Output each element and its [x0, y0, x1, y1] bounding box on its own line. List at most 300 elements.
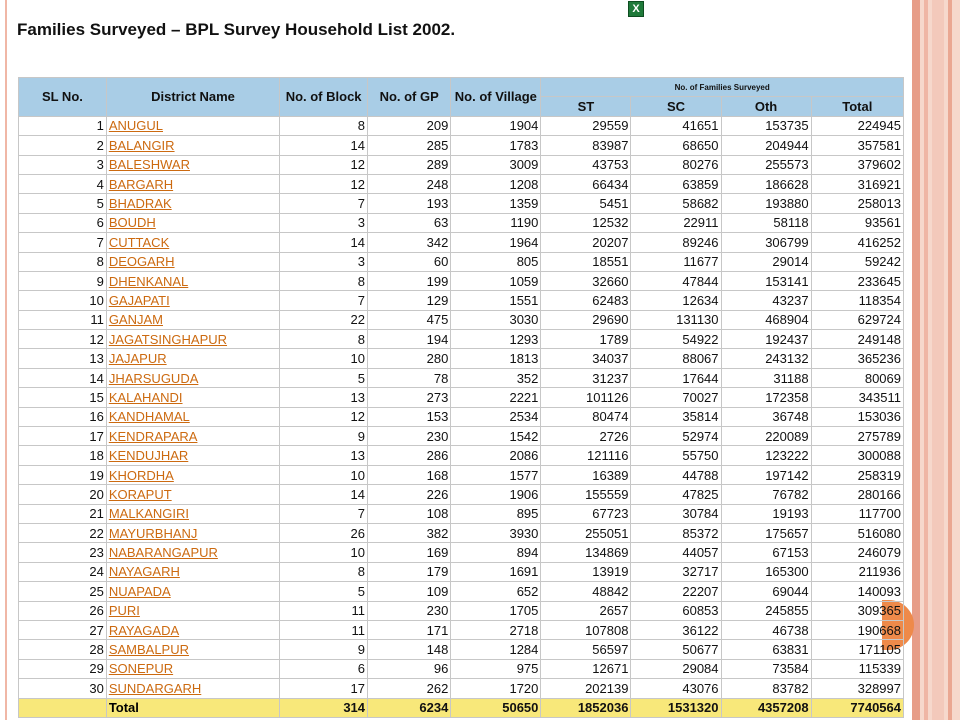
sl-cell: 11	[19, 310, 107, 329]
st-cell: 31237	[541, 368, 631, 387]
sc-cell: 44788	[631, 465, 721, 484]
gp-cell: 171	[368, 620, 451, 639]
district-link[interactable]: NUAPADA	[108, 583, 171, 599]
district-link[interactable]: SONEPUR	[108, 661, 174, 677]
table-row	[19, 271, 904, 290]
total-block: 314	[280, 698, 368, 717]
sl-cell: 2	[19, 136, 107, 155]
village-cell: 1904	[451, 116, 541, 135]
block-cell: 10	[280, 543, 368, 562]
block-cell: 9	[280, 427, 368, 446]
gp-cell: 179	[368, 562, 451, 581]
sc-cell: 88067	[631, 349, 721, 368]
gp-cell: 63	[368, 213, 451, 232]
district-link[interactable]: DHENKANAL	[108, 273, 189, 289]
table-row	[19, 620, 904, 639]
header-district: District Name	[106, 78, 279, 117]
total-cell: 224945	[811, 116, 903, 135]
table-row	[19, 136, 904, 155]
block-cell: 8	[280, 562, 368, 581]
district-link[interactable]: JAGATSINGHAPUR	[108, 331, 228, 347]
block-cell: 13	[280, 446, 368, 465]
village-cell: 352	[451, 368, 541, 387]
district-cell	[106, 136, 279, 155]
sl-cell: 30	[19, 679, 107, 698]
total-cell: 316921	[811, 174, 903, 193]
table-row	[19, 407, 904, 426]
sc-cell: 80276	[631, 155, 721, 174]
slide-decor-bar	[912, 0, 960, 720]
sl-cell: 21	[19, 504, 107, 523]
sl-cell: 14	[19, 368, 107, 387]
district-link[interactable]: PURI	[108, 603, 140, 619]
gp-cell: 108	[368, 504, 451, 523]
table-row	[19, 388, 904, 407]
sc-cell: 60853	[631, 601, 721, 620]
table-row	[19, 446, 904, 465]
sl-cell: 1	[19, 116, 107, 135]
st-cell: 80474	[541, 407, 631, 426]
table-row	[19, 233, 904, 252]
village-cell: 3930	[451, 523, 541, 542]
block-cell: 12	[280, 155, 368, 174]
sl-cell: 17	[19, 427, 107, 446]
total-cell: 258319	[811, 465, 903, 484]
oth-cell: 468904	[721, 310, 811, 329]
total-cell: 258013	[811, 194, 903, 213]
gp-cell: 209	[368, 116, 451, 135]
st-cell: 29559	[541, 116, 631, 135]
table-row	[19, 213, 904, 232]
st-cell: 2726	[541, 427, 631, 446]
sc-cell: 22207	[631, 582, 721, 601]
oth-cell: 19193	[721, 504, 811, 523]
district-link[interactable]: JAJAPUR	[108, 351, 167, 367]
block-cell: 17	[280, 679, 368, 698]
district-link[interactable]: GANJAM	[108, 312, 163, 328]
st-cell: 12532	[541, 213, 631, 232]
district-link[interactable]: KENDRAPARA	[108, 428, 198, 444]
village-cell: 2086	[451, 446, 541, 465]
sc-cell: 36122	[631, 620, 721, 639]
oth-cell: 58118	[721, 213, 811, 232]
gp-cell: 230	[368, 601, 451, 620]
district-link[interactable]: BALANGIR	[108, 137, 175, 153]
sl-cell: 25	[19, 582, 107, 601]
gp-cell: 96	[368, 659, 451, 678]
st-cell: 1789	[541, 330, 631, 349]
village-cell: 1705	[451, 601, 541, 620]
st-cell: 66434	[541, 174, 631, 193]
table-row	[19, 562, 904, 581]
sc-cell: 131130	[631, 310, 721, 329]
st-cell: 202139	[541, 679, 631, 698]
district-cell	[106, 659, 279, 678]
total-row	[19, 698, 904, 717]
total-cell: 80069	[811, 368, 903, 387]
excel-export-icon[interactable]: X	[628, 1, 644, 17]
block-cell: 9	[280, 640, 368, 659]
sl-cell: 9	[19, 271, 107, 290]
district-cell	[106, 194, 279, 213]
block-cell: 3	[280, 213, 368, 232]
block-cell: 12	[280, 174, 368, 193]
total-cell: 93561	[811, 213, 903, 232]
district-cell	[106, 446, 279, 465]
total-cell: 328997	[811, 679, 903, 698]
left-decor-line	[5, 0, 7, 720]
gp-cell: 194	[368, 330, 451, 349]
total-cell: 357581	[811, 136, 903, 155]
block-cell: 5	[280, 368, 368, 387]
sl-cell: 13	[19, 349, 107, 368]
district-link[interactable]: SAMBALPUR	[108, 642, 190, 658]
village-cell: 1359	[451, 194, 541, 213]
village-cell: 2221	[451, 388, 541, 407]
block-cell: 14	[280, 233, 368, 252]
total-total: 7740564	[811, 698, 903, 717]
table-row	[19, 523, 904, 542]
village-cell: 3009	[451, 155, 541, 174]
district-cell	[106, 368, 279, 387]
village-cell: 2718	[451, 620, 541, 639]
total-cell: 275789	[811, 427, 903, 446]
district-cell	[106, 504, 279, 523]
village-cell: 1720	[451, 679, 541, 698]
block-cell: 11	[280, 620, 368, 639]
block-cell: 22	[280, 310, 368, 329]
total-cell: 246079	[811, 543, 903, 562]
total-cell: 249148	[811, 330, 903, 349]
district-cell	[106, 213, 279, 232]
oth-cell: 83782	[721, 679, 811, 698]
sc-cell: 17644	[631, 368, 721, 387]
block-cell: 14	[280, 136, 368, 155]
sl-cell: 26	[19, 601, 107, 620]
oth-cell: 245855	[721, 601, 811, 620]
st-cell: 13919	[541, 562, 631, 581]
sl-cell: 29	[19, 659, 107, 678]
st-cell: 107808	[541, 620, 631, 639]
total-cell: 140093	[811, 582, 903, 601]
sc-cell: 44057	[631, 543, 721, 562]
district-link[interactable]: KORAPUT	[108, 486, 172, 502]
district-cell	[106, 562, 279, 581]
st-cell: 16389	[541, 465, 631, 484]
gp-cell: 286	[368, 446, 451, 465]
sc-cell: 85372	[631, 523, 721, 542]
gp-cell: 109	[368, 582, 451, 601]
oth-cell: 165300	[721, 562, 811, 581]
sc-cell: 54922	[631, 330, 721, 349]
sc-cell: 43076	[631, 679, 721, 698]
oth-cell: 29014	[721, 252, 811, 271]
total-cell: 211936	[811, 562, 903, 581]
block-cell: 10	[280, 349, 368, 368]
oth-cell: 192437	[721, 330, 811, 349]
oth-cell: 69044	[721, 582, 811, 601]
sc-cell: 50677	[631, 640, 721, 659]
district-link[interactable]: DEOGARH	[108, 254, 175, 270]
district-link[interactable]: NABARANGAPUR	[108, 545, 218, 561]
district-cell	[106, 174, 279, 193]
sc-cell: 58682	[631, 194, 721, 213]
sl-cell: 10	[19, 291, 107, 310]
gp-cell: 342	[368, 233, 451, 252]
district-link[interactable]: KANDHAMAL	[108, 409, 190, 425]
district-link[interactable]: KHORDHA	[108, 467, 174, 483]
oth-cell: 63831	[721, 640, 811, 659]
total-oth: 4357208	[721, 698, 811, 717]
district-cell	[106, 155, 279, 174]
table-row	[19, 640, 904, 659]
block-cell: 7	[280, 194, 368, 213]
table-row	[19, 194, 904, 213]
oth-cell: 186628	[721, 174, 811, 193]
sc-cell: 12634	[631, 291, 721, 310]
gp-cell: 280	[368, 349, 451, 368]
sc-cell: 70027	[631, 388, 721, 407]
sc-cell: 89246	[631, 233, 721, 252]
page-title: Families Surveyed – BPL Survey Household List 2002.	[17, 20, 456, 39]
district-cell	[106, 407, 279, 426]
sl-cell: 12	[19, 330, 107, 349]
district-cell	[106, 620, 279, 639]
table-row	[19, 252, 904, 271]
total-cell: 343511	[811, 388, 903, 407]
gp-cell: 153	[368, 407, 451, 426]
village-cell: 3030	[451, 310, 541, 329]
sc-cell: 55750	[631, 446, 721, 465]
block-cell: 5	[280, 582, 368, 601]
gp-cell: 148	[368, 640, 451, 659]
total-cell: 416252	[811, 233, 903, 252]
total-cell: 379602	[811, 155, 903, 174]
village-cell: 1190	[451, 213, 541, 232]
header-sl-no: SL No.	[19, 78, 107, 117]
district-link[interactable]: NAYAGARH	[108, 564, 180, 580]
village-cell: 1551	[451, 291, 541, 310]
sc-cell: 52974	[631, 427, 721, 446]
total-cell: 516080	[811, 523, 903, 542]
st-cell: 67723	[541, 504, 631, 523]
gp-cell: 78	[368, 368, 451, 387]
block-cell: 8	[280, 330, 368, 349]
table-row	[19, 659, 904, 678]
st-cell: 5451	[541, 194, 631, 213]
total-gp: 6234	[368, 698, 451, 717]
total-cell: 59242	[811, 252, 903, 271]
table-row	[19, 485, 904, 504]
total-cell: 300088	[811, 446, 903, 465]
sl-cell: 15	[19, 388, 107, 407]
families-table	[18, 77, 904, 718]
block-cell: 11	[280, 601, 368, 620]
district-link[interactable]: MALKANGIRI	[108, 506, 189, 522]
st-cell: 48842	[541, 582, 631, 601]
total-cell: 190668	[811, 620, 903, 639]
header-blocks: No. of Block	[280, 78, 368, 117]
oth-cell: 306799	[721, 233, 811, 252]
oth-cell: 36748	[721, 407, 811, 426]
st-cell: 255051	[541, 523, 631, 542]
oth-cell: 172358	[721, 388, 811, 407]
st-cell: 101126	[541, 388, 631, 407]
district-cell	[106, 310, 279, 329]
sc-cell: 47844	[631, 271, 721, 290]
header-families-group: No. of Families Surveyed	[541, 78, 904, 97]
district-link[interactable]: CUTTACK	[108, 234, 170, 250]
sl-cell: 22	[19, 523, 107, 542]
block-cell: 7	[280, 504, 368, 523]
st-cell: 2657	[541, 601, 631, 620]
village-cell: 1964	[451, 233, 541, 252]
district-link[interactable]: ANUGUL	[108, 118, 163, 134]
oth-cell: 67153	[721, 543, 811, 562]
st-cell: 29690	[541, 310, 631, 329]
district-link[interactable]: JHARSUGUDA	[108, 370, 199, 386]
oth-cell: 255573	[721, 155, 811, 174]
sc-cell: 41651	[631, 116, 721, 135]
village-cell: 652	[451, 582, 541, 601]
oth-cell: 153735	[721, 116, 811, 135]
district-link[interactable]: BALESHWAR	[108, 157, 190, 173]
district-link[interactable]: RAYAGADA	[108, 622, 180, 638]
st-cell: 83987	[541, 136, 631, 155]
st-cell: 32660	[541, 271, 631, 290]
header-sc: SC	[631, 97, 721, 116]
table-row	[19, 116, 904, 135]
st-cell: 134869	[541, 543, 631, 562]
village-cell: 805	[451, 252, 541, 271]
block-cell: 12	[280, 407, 368, 426]
sc-cell: 11677	[631, 252, 721, 271]
gp-cell: 129	[368, 291, 451, 310]
block-cell: 7	[280, 291, 368, 310]
st-cell: 155559	[541, 485, 631, 504]
total-st: 1852036	[541, 698, 631, 717]
sl-cell: 27	[19, 620, 107, 639]
sl-cell: 23	[19, 543, 107, 562]
sl-cell: 5	[19, 194, 107, 213]
header-total: Total	[811, 97, 903, 116]
sl-cell: 8	[19, 252, 107, 271]
district-link[interactable]: BARGARH	[108, 176, 174, 192]
gp-cell: 262	[368, 679, 451, 698]
village-cell: 894	[451, 543, 541, 562]
sc-cell: 68650	[631, 136, 721, 155]
total-cell: 118354	[811, 291, 903, 310]
total-cell: 309365	[811, 601, 903, 620]
district-link[interactable]: BHADRAK	[108, 196, 172, 212]
block-cell: 8	[280, 271, 368, 290]
district-link[interactable]: KALAHANDI	[108, 389, 183, 405]
total-label: Total	[106, 698, 279, 717]
table-row	[19, 582, 904, 601]
gp-cell: 273	[368, 388, 451, 407]
table-row	[19, 465, 904, 484]
district-cell	[106, 330, 279, 349]
st-cell: 18551	[541, 252, 631, 271]
oth-cell: 43237	[721, 291, 811, 310]
block-cell: 13	[280, 388, 368, 407]
gp-cell: 230	[368, 427, 451, 446]
st-cell: 34037	[541, 349, 631, 368]
district-cell	[106, 291, 279, 310]
block-cell: 8	[280, 116, 368, 135]
village-cell: 1293	[451, 330, 541, 349]
block-cell: 10	[280, 465, 368, 484]
village-cell: 1783	[451, 136, 541, 155]
district-cell	[106, 601, 279, 620]
sl-cell: 24	[19, 562, 107, 581]
total-cell: 629724	[811, 310, 903, 329]
st-cell: 43753	[541, 155, 631, 174]
village-cell: 1284	[451, 640, 541, 659]
oth-cell: 31188	[721, 368, 811, 387]
gp-cell: 382	[368, 523, 451, 542]
district-cell	[106, 543, 279, 562]
sl-cell: 20	[19, 485, 107, 504]
village-cell: 1059	[451, 271, 541, 290]
sl-cell: 16	[19, 407, 107, 426]
table-row	[19, 291, 904, 310]
district-link[interactable]: SUNDARGARH	[108, 680, 202, 696]
header-village: No. of Village	[451, 78, 541, 117]
total-cell: 117700	[811, 504, 903, 523]
district-link[interactable]: MAYURBHANJ	[108, 525, 198, 541]
header-oth: Oth	[721, 97, 811, 116]
district-link[interactable]: GAJAPATI	[108, 292, 170, 308]
header-gp: No. of GP	[368, 78, 451, 117]
sc-cell: 30784	[631, 504, 721, 523]
st-cell: 20207	[541, 233, 631, 252]
sc-cell: 35814	[631, 407, 721, 426]
sl-cell: 19	[19, 465, 107, 484]
district-cell	[106, 116, 279, 135]
district-cell	[106, 271, 279, 290]
village-cell: 895	[451, 504, 541, 523]
oth-cell: 220089	[721, 427, 811, 446]
district-link[interactable]: BOUDH	[108, 215, 156, 231]
sc-cell: 32717	[631, 562, 721, 581]
sl-cell: 28	[19, 640, 107, 659]
village-cell: 1577	[451, 465, 541, 484]
gp-cell: 169	[368, 543, 451, 562]
oth-cell: 193880	[721, 194, 811, 213]
oth-cell: 46738	[721, 620, 811, 639]
table-row	[19, 349, 904, 368]
gp-cell: 248	[368, 174, 451, 193]
village-cell: 2534	[451, 407, 541, 426]
gp-cell: 199	[368, 271, 451, 290]
district-link[interactable]: KENDUJHAR	[108, 448, 189, 464]
sc-cell: 47825	[631, 485, 721, 504]
total-sc: 1531320	[631, 698, 721, 717]
oth-cell: 243132	[721, 349, 811, 368]
oth-cell: 204944	[721, 136, 811, 155]
st-cell: 62483	[541, 291, 631, 310]
table-row	[19, 504, 904, 523]
sl-cell: 18	[19, 446, 107, 465]
oth-cell: 153141	[721, 271, 811, 290]
st-cell: 56597	[541, 640, 631, 659]
village-cell: 1813	[451, 349, 541, 368]
table-row	[19, 427, 904, 446]
table-row	[19, 543, 904, 562]
st-cell: 12671	[541, 659, 631, 678]
sl-cell: 3	[19, 155, 107, 174]
